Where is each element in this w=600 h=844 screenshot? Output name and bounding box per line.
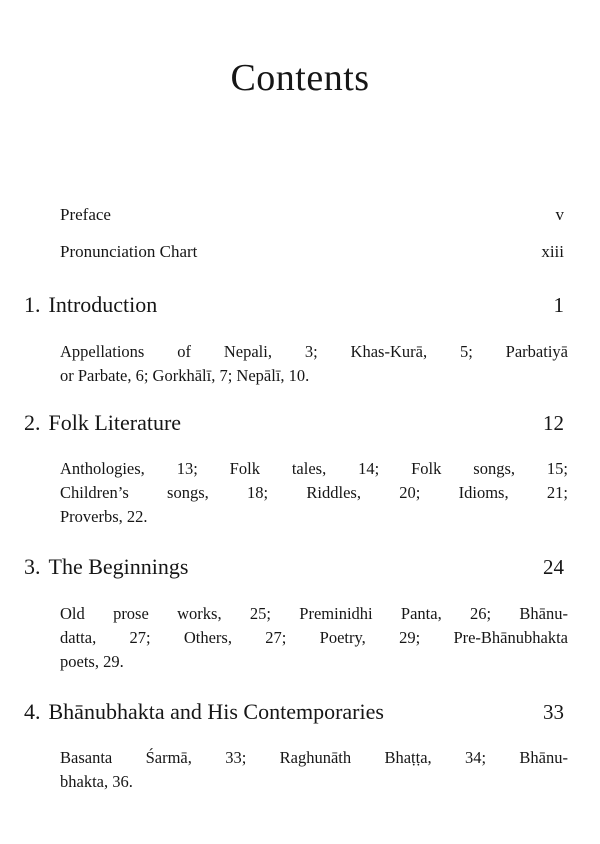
subtopic-line: datta, 27; Others, 27; Poetry, 29; Pre-Bhānubhakta (60, 628, 568, 647)
chapter-heading-1 (24, 292, 564, 318)
chapter-heading-4 (24, 699, 564, 725)
chapter-heading-2 (24, 410, 564, 436)
chapter-title: Introduction (48, 292, 158, 317)
subtopic-line: bhakta, 36. (60, 772, 133, 791)
chapter-title: Folk Literature (48, 410, 182, 435)
toc-entry-preface (60, 205, 564, 225)
chapter-subtopics-3 (60, 602, 568, 674)
chapter-title: The Beginnings (48, 554, 189, 579)
chapter-subtopics-2 (60, 457, 568, 529)
subtopic-line: Appellations of Nepali, 3; Khas-Kurā, 5; Parbatiyā (60, 342, 568, 361)
subtopic-line: Anthologies, 13; Folk tales, 14; Folk songs, 15; (60, 459, 568, 478)
chapter-number: 1. (24, 292, 41, 317)
chapter-page: 1 (553, 293, 564, 317)
chapter-page: 33 (543, 700, 564, 724)
chapter-title: Bhānubhakta and His Contemporaries (48, 699, 384, 724)
subtopic-line: Children’s songs, 18; Riddles, 20; Idioms, 21; (60, 483, 568, 502)
chapter-title-group (24, 699, 384, 725)
toc-entry-page: v (555, 205, 564, 224)
toc-entry-page: xiii (541, 242, 564, 261)
subtopic-line: Basanta Śarmā, 33; Raghunāth Bhaṭṭa, 34; Bhānu- (60, 748, 568, 767)
chapter-title-group (24, 410, 181, 436)
chapter-page: 24 (543, 555, 564, 579)
subtopic-line: poets, 29. (60, 652, 124, 671)
chapter-title-group (24, 292, 157, 318)
chapter-page: 12 (543, 411, 564, 435)
subtopic-line: or Parbate, 6; Gorkhālī, 7; Nepālī, 10. (60, 366, 310, 385)
toc-entry-pronunciation-chart (60, 242, 564, 262)
page-title: Contents (230, 57, 370, 99)
toc-entry-label: Pronunciation Chart (60, 242, 198, 261)
chapter-title-group (24, 554, 188, 580)
subtopic-line: Proverbs, 22. (60, 507, 148, 526)
chapter-number: 2. (24, 410, 41, 435)
chapter-subtopics-1 (60, 340, 568, 388)
chapter-number: 3. (24, 554, 41, 579)
chapter-subtopics-4 (60, 746, 568, 794)
chapter-number: 4. (24, 699, 41, 724)
toc-entry-label: Preface (60, 205, 111, 224)
chapter-heading-3 (24, 554, 564, 580)
subtopic-line: Old prose works, 25; Preminidhi Panta, 26; Bhānu- (60, 604, 568, 623)
